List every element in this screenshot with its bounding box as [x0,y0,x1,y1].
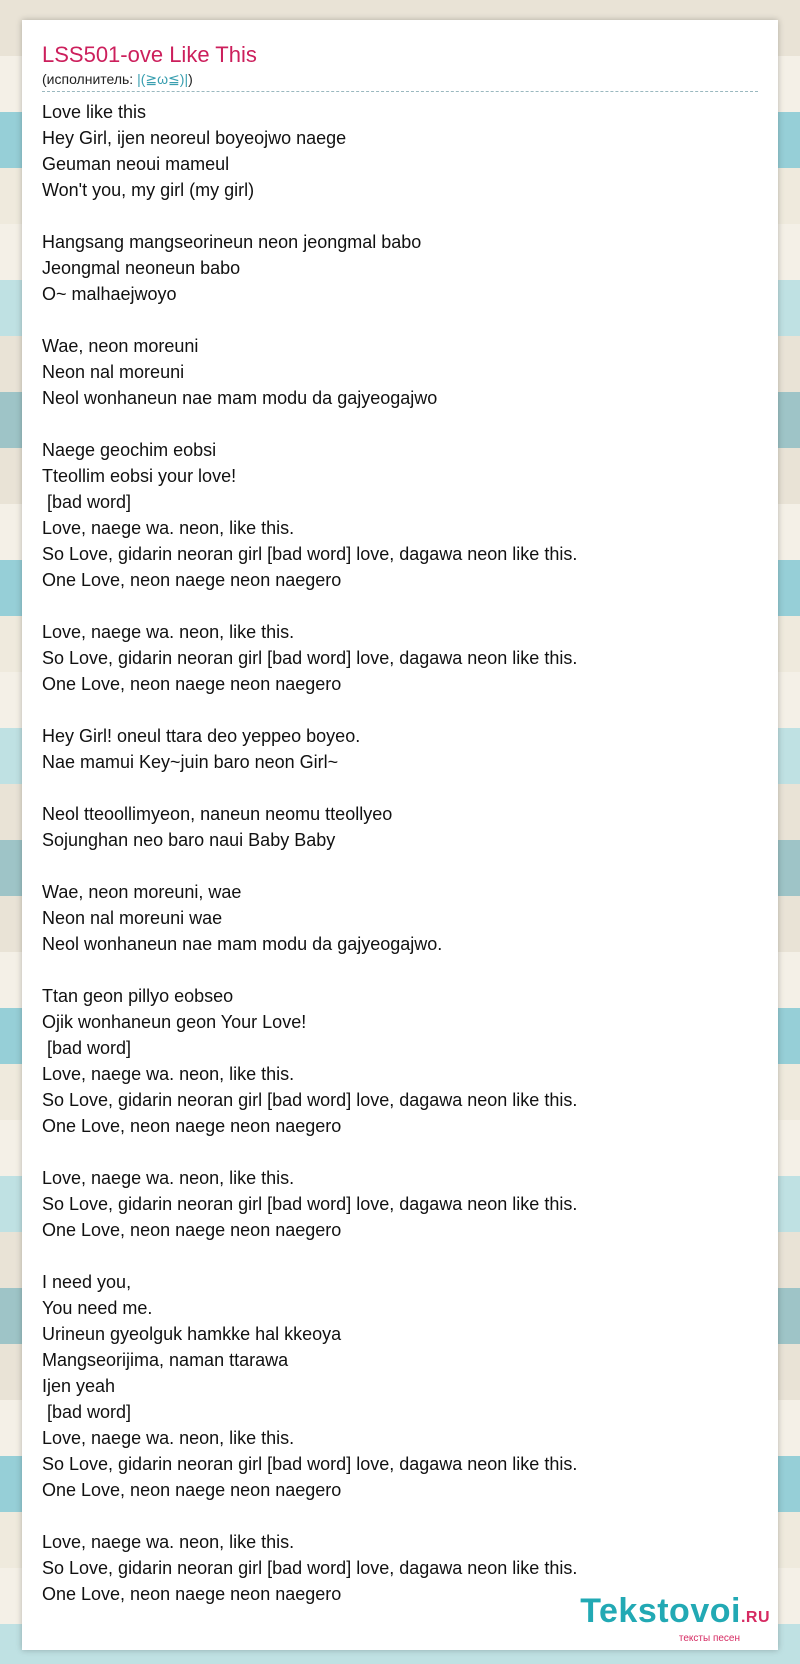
lyric-line: Love, naege wa. neon, like this. [42,1064,295,1084]
stanza-break [42,775,758,801]
artist-link[interactable]: |(≧ω≦)| [137,71,189,87]
lyric-line: Neon nal moreuni wae [42,908,223,928]
stanza-break [42,1503,758,1529]
lyric-line: [bad word] [42,492,132,512]
lyric-line: Wae, neon moreuni [42,336,199,356]
artist-line [42,70,758,92]
lyric-line: One Love, neon naege neon naegero [42,674,342,694]
lyric-line: O~ malhaejwoyo [42,284,177,304]
logo-name: Tekstovoi [580,1592,741,1630]
lyric-line: One Love, neon naege neon naegero [42,1584,342,1604]
lyric-line: So Love, gidarin neoran girl [bad word] love, dagawa neon like this. [42,1194,578,1214]
lyric-line: Won't you, my girl (my girl) [42,180,255,200]
lyric-line: One Love, neon naege neon naegero [42,1480,342,1500]
lyric-line: Ttan geon pillyo eobseo [42,986,234,1006]
stanza-break [42,1139,758,1165]
lyric-line: One Love, neon naege neon naegero [42,570,342,590]
lyric-line: Neol tteoollimyeon, naneun neomu tteollyeo [42,804,393,824]
lyric-line: So Love, gidarin neoran girl [bad word] love, dagawa neon like this. [42,1558,578,1578]
lyric-line: Nae mamui Key~juin baro neon Girl~ [42,752,339,772]
lyric-line: Neol wonhaneun nae mam modu da gajyeogajwo [42,388,438,408]
lyric-line: Sojunghan neo baro naui Baby Baby [42,830,336,850]
stanza-break [42,307,758,333]
stanza-break [42,697,758,723]
lyric-line: So Love, gidarin neoran girl [bad word] love, dagawa neon like this. [42,1090,578,1110]
stanza-break [42,853,758,879]
lyric-line: Neon nal moreuni [42,362,185,382]
page-title: LSS501-ove Like This [42,42,257,67]
logo-tld: .RU [740,1609,770,1626]
lyric-line: Naege geochim eobsi [42,440,217,460]
stanza-break [42,411,758,437]
lyric-line: Love like this [42,102,147,122]
lyric-line: Love, naege wa. neon, like this. [42,1532,295,1552]
lyric-line: Ijen yeah [42,1376,116,1396]
lyric-line: Love, naege wa. neon, like this. [42,518,295,538]
stanza-break [42,1243,758,1269]
lyric-line: Urineun gyeolguk hamkke hal kkeoya [42,1324,342,1344]
lyric-line: So Love, gidarin neoran girl [bad word] love, dagawa neon like this. [42,648,578,668]
lyric-line: One Love, neon naege neon naegero [42,1220,342,1240]
lyric-line: Love, naege wa. neon, like this. [42,1168,295,1188]
lyric-line: Neol wonhaneun nae mam modu da gajyeogajwo. [42,934,443,954]
lyric-line: So Love, gidarin neoran girl [bad word] love, dagawa neon like this. [42,1454,578,1474]
logo-tagline: тексты песен [678,1633,740,1644]
stanza-break [42,957,758,983]
lyric-line: I need you, [42,1272,132,1292]
stanza-break [42,203,758,229]
lyrics-sheet [22,20,778,1650]
lyrics-body [42,99,758,1607]
lyric-line: So Love, gidarin neoran girl [bad word] love, dagawa neon like this. [42,544,578,564]
lyric-line: [bad word] [42,1038,132,1058]
lyric-line: Hey Girl, ijen neoreul boyeojwo naege [42,128,347,148]
lyric-line: Love, naege wa. neon, like this. [42,1428,295,1448]
site-logo[interactable] [580,1594,770,1644]
stanza-break [42,593,758,619]
lyric-line: Hangsang mangseorineun neon jeongmal babo [42,232,422,252]
lyric-line: Wae, neon moreuni, wae [42,882,242,902]
lyric-line: Jeongmal neoneun babo [42,258,241,278]
lyric-line: Mangseorijima, naman ttarawa [42,1350,289,1370]
artist-suffix: ) [188,71,193,87]
lyric-line: [bad word] [42,1402,132,1422]
lyric-line: Ojik wonhaneun geon Your Love! [42,1012,307,1032]
artist-prefix: (исполнитель: [42,71,138,87]
lyric-line: One Love, neon naege neon naegero [42,1116,342,1136]
lyric-line: Love, naege wa. neon, like this. [42,622,295,642]
lyric-line: Hey Girl! oneul ttara deo yeppeo boyeo. [42,726,361,746]
lyric-line: Geuman neoui mameul [42,154,230,174]
lyric-line: Tteollim eobsi your love! [42,466,237,486]
lyric-line: You need me. [42,1298,153,1318]
